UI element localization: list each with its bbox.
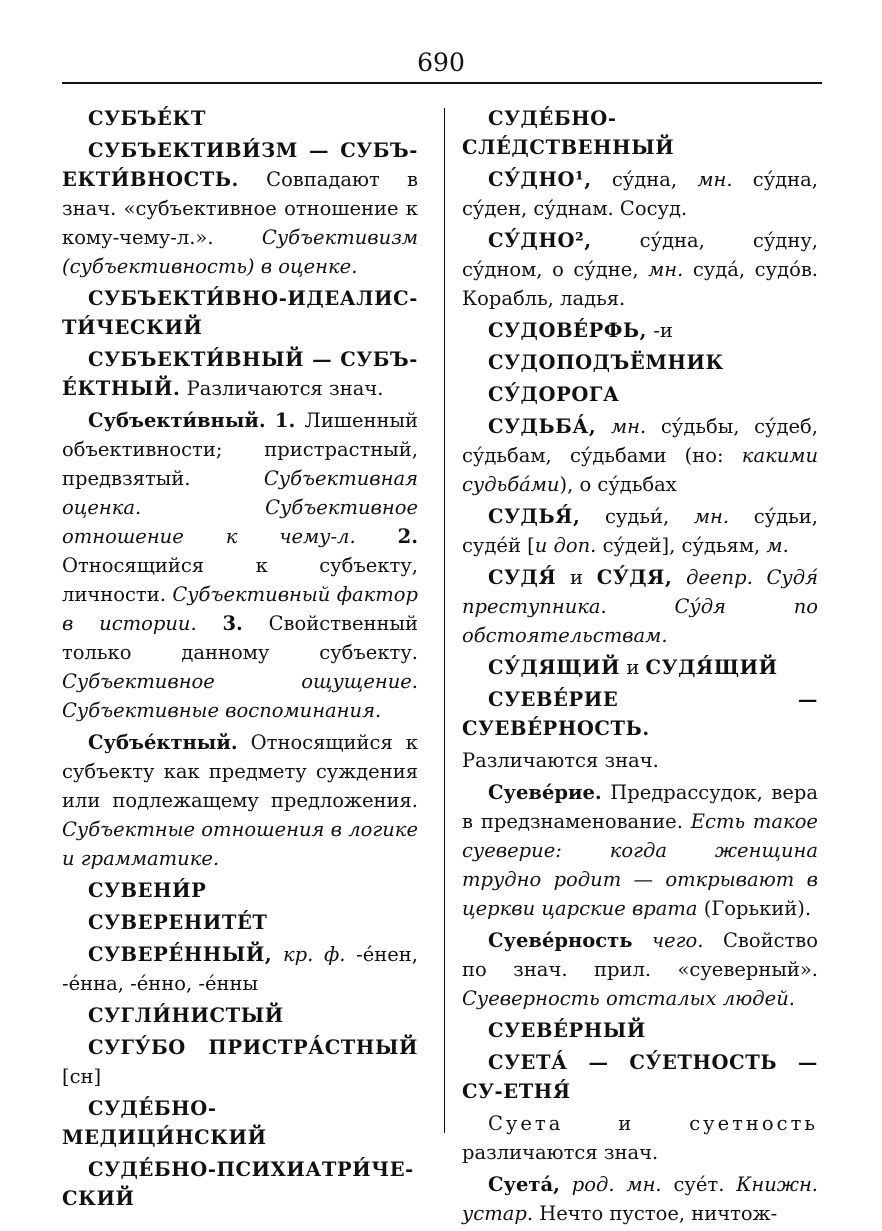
dictionary-entry: [462, 316, 818, 345]
dictionary-entry: [62, 908, 418, 937]
headword: СУДЕ́БНО-МЕДИЦИ́НСКИЙ: [62, 1097, 267, 1149]
entry-text: су́дна, су́дну, су́дном, о су́дне,: [462, 229, 818, 281]
entry-text: кр. ф.: [283, 943, 346, 966]
entry-text: Относящийся к субъекту, личности.: [62, 554, 418, 606]
entry-text: Нечто пустое, ничтож-: [533, 1202, 778, 1225]
header-rule: [62, 82, 822, 84]
entry-text: 1.: [274, 409, 296, 432]
headword: СУДЬЯ́,: [488, 505, 581, 528]
entry-text: Книжн. устар.: [462, 1173, 818, 1225]
headword: СУДЯ́: [488, 566, 557, 589]
entry-text: Совпадают в знач. «субъективное отношение к кому-чему-л.».: [62, 168, 418, 249]
entry-text: Субъектные отношения в логике и грамматике.: [62, 818, 418, 870]
dictionary-entry: [62, 1033, 418, 1091]
dictionary-entry: [462, 165, 818, 223]
entry-text: Субъекти́вный.: [88, 409, 266, 432]
entry-text: [560, 1173, 572, 1196]
dictionary-entry: [462, 226, 818, 313]
headword: СУДОВЕ́РФЬ,: [488, 319, 648, 342]
headword: СУДОПОДЪЁМНИК: [488, 351, 724, 374]
dictionary-entry: [462, 563, 818, 650]
dictionary-entry: [462, 746, 818, 775]
entry-text: Субъективная оценка. Субъективное отношение к чему-л.: [62, 467, 418, 548]
dictionary-entry: [62, 284, 418, 342]
dictionary-entry: [62, 406, 418, 725]
entry-text: су́дна,: [591, 168, 698, 191]
dictionary-entry: [62, 876, 418, 905]
entry-text: Свойственный только данному субъекту.: [62, 612, 419, 664]
dictionary-entry: [462, 653, 818, 682]
dictionary-entry: [62, 940, 418, 998]
entry-text: мн.: [693, 505, 730, 528]
entry-text: Субъективизм (субъективность) в оценке.: [62, 226, 418, 278]
entry-text: деепр. Судя́ преступника. Су́дя по обстоятельствам.: [462, 566, 818, 647]
entry-text: Предрассудок, вера в предзнаменование.: [462, 781, 818, 833]
left-column: [62, 104, 418, 1216]
entry-text: су́дей], су́дьям,: [596, 534, 767, 557]
headword: СУГЛИ́НИСТЫЙ: [88, 1004, 284, 1027]
entry-text: Суеве́рие.: [488, 781, 602, 804]
entry-text: [596, 415, 611, 438]
headword: СУ́ДНО¹,: [488, 168, 592, 191]
headword: СУДЕ́БНО-СЛЕ́ДСТВЕННЫЙ: [462, 107, 675, 159]
dictionary-entry: [462, 1048, 818, 1106]
column-divider: [444, 108, 445, 1133]
headword: СУГУ́БО ПРИСТРА́СТНЫЙ: [88, 1036, 418, 1059]
entry-text: суе́т.: [661, 1173, 737, 1196]
dictionary-entry: [462, 502, 818, 560]
entry-text: Лишенный объективности; пристрастный, предвзятый.: [62, 409, 418, 490]
entry-text: Различаются знач.: [462, 749, 659, 772]
entry-text: и: [620, 656, 646, 679]
entry-text: Есть такое суеверие: когда женщина трудно родит — открывают в церкви царские врата: [462, 810, 818, 920]
headword: СУ́ДОРОГА: [488, 383, 620, 406]
entry-text: суда́, судо́в. Корабль, ладья.: [462, 258, 818, 310]
entry-text: -и: [647, 319, 673, 342]
headword: СУВЕНИ́Р: [88, 879, 207, 902]
entry-text: Суеве́рность: [488, 929, 633, 952]
entry-text: Относящийся к субъекту как предмету суждения или подлежащему предложения.: [62, 731, 418, 812]
headword: СУБЪЕ́КТ: [88, 107, 206, 130]
dictionary-entry: [462, 412, 818, 499]
dictionary-entry: [462, 778, 818, 923]
entry-text: Суеверность отсталых людей.: [462, 987, 795, 1010]
entry-text: [197, 612, 223, 635]
headword: СУЕВЕ́РНЫЙ: [488, 1019, 646, 1042]
dictionary-entry: [462, 104, 818, 162]
dictionary-entry: [462, 348, 818, 377]
entry-text: и доп.: [534, 534, 597, 557]
headword: СУВЕРЕ́ННЫЙ,: [88, 943, 273, 966]
headword: СУДЬБА́,: [488, 415, 597, 438]
entry-text: мн.: [611, 415, 647, 438]
entry-text: м.: [766, 534, 789, 557]
entry-text: Суета́,: [488, 1173, 560, 1196]
dictionary-entry: [62, 1094, 418, 1152]
entry-text: Субъективное ощущение. Субъективные воспоминания.: [62, 670, 418, 722]
entry-text: су́дьбы, су́деб, су́дьбам, су́дьбами (но:: [462, 415, 818, 467]
entry-text: 2.: [397, 525, 419, 548]
entry-text: судьи́,: [580, 505, 694, 528]
entry-text: Субъе́ктный.: [88, 731, 238, 754]
dictionary-entry: [462, 685, 818, 743]
dictionary-entry: [462, 926, 818, 1013]
dictionary-entry: [462, 1016, 818, 1045]
dictionary-entry: [62, 136, 418, 281]
headword: СУБЪЕКТИ́ВНЫЙ — СУБЪ-Е́КТНЫЙ.: [62, 348, 418, 400]
entry-text: су́дьи, суде́й [: [462, 505, 818, 557]
headword: СУ́ДЯ,: [596, 566, 673, 589]
entry-text: [266, 409, 275, 432]
entry-text: [672, 566, 686, 589]
right-column: [462, 104, 818, 1231]
headword: СУ́ДЯЩИЙ: [488, 656, 621, 679]
dictionary-entry: [462, 1170, 818, 1228]
headword: СУЕТА́ — СУ́ЕТНОСТЬ — СУ-ЕТНЯ́: [462, 1051, 818, 1103]
entry-text: и: [556, 566, 597, 589]
entry-text: различаются знач.: [462, 1141, 659, 1164]
headword: СУДЕ́БНО-ПСИХИАТРИ́ЧЕ-СКИЙ: [62, 1158, 414, 1210]
entry-text: мн.: [697, 168, 733, 191]
headword: СУВЕРЕНИТЕ́Т: [88, 911, 268, 934]
page-number: 690: [417, 48, 465, 77]
dictionary-entry: [62, 345, 418, 403]
headword: СУ́ДНО²,: [488, 229, 592, 252]
entry-text: ), о су́дьбах: [559, 473, 677, 496]
entry-text: мн.: [648, 258, 684, 281]
entry-text: су́дна, су́ден, су́днам. Сосуд.: [462, 168, 819, 220]
entry-text: Свойство по знач. прил. «суеверный».: [462, 929, 819, 981]
entry-text: Суета и суетность: [488, 1112, 818, 1135]
entry-text: -е́нен, -е́нна, -е́нно, -е́нны: [62, 943, 419, 995]
headword: СУЕВЕ́РИЕ — СУЕВЕ́РНОСТЬ.: [462, 688, 818, 740]
dictionary-entry: [462, 380, 818, 409]
dictionary-entry: [62, 1155, 418, 1213]
headword: СУБЪЕКТИВИ́ЗМ — СУБЪ-ЕКТИ́ВНОСТЬ.: [62, 139, 418, 191]
entry-text: [632, 929, 652, 952]
dictionary-entry: [62, 728, 418, 873]
entry-text: чего.: [651, 929, 704, 952]
dictionary-entry: [62, 104, 418, 133]
entry-text: [356, 525, 398, 548]
entry-text: [272, 943, 283, 966]
dictionary-entry: [62, 1001, 418, 1030]
entry-text: род. мн.: [571, 1173, 662, 1196]
entry-text: 3.: [222, 612, 243, 635]
entry-text: (Горький).: [697, 897, 812, 920]
entry-text: Различаются знач.: [180, 377, 384, 400]
dictionary-entry: [462, 1109, 818, 1167]
headword: СУБЪЕКТИ́ВНО-ИДЕАЛИС-ТИ́ЧЕСКИЙ: [62, 287, 418, 339]
entry-text: [сн]: [62, 1065, 102, 1088]
entry-text: какими судьба́ми: [462, 444, 818, 496]
entry-text: Субъективный фактор в истории.: [62, 583, 418, 635]
headword: СУДЯ́ЩИЙ: [645, 656, 778, 679]
